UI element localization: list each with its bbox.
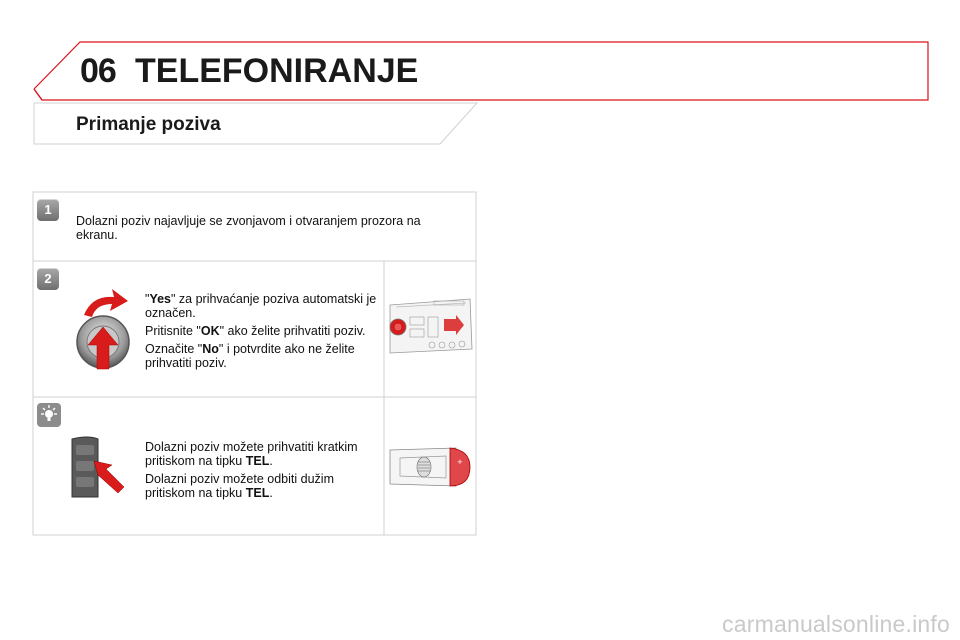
step-2-line-1: [145, 292, 377, 320]
text-run: ": [145, 292, 150, 306]
step-2-text: [145, 292, 377, 374]
text-run: .: [269, 454, 273, 468]
text-run: " i potvrdite ako ne želite prihvatiti poziv.: [145, 342, 355, 370]
watermark: carmanualsonline.info: [722, 611, 950, 637]
tel-keyword: TEL: [245, 454, 270, 468]
step-3-line-1: [145, 440, 377, 468]
yes-keyword: Yes: [149, 292, 171, 306]
steering-control-press-icon: [68, 435, 130, 499]
no-keyword: No: [202, 342, 219, 356]
chapter-number: 06: [80, 52, 116, 90]
step-3-text: [145, 440, 377, 504]
section-title: Primanje poziva: [76, 114, 221, 135]
step-1-badge: 1: [37, 199, 59, 221]
ok-keyword: OK: [200, 324, 220, 338]
tel-keyword: TEL: [245, 486, 270, 500]
text-run: .: [269, 486, 273, 500]
step-2-badge: 2: [37, 268, 59, 290]
svg-text:+: +: [457, 458, 463, 466]
text-run: " ako želite prihvatiti poziv.: [219, 324, 366, 338]
text-run: " za prihvaćanje poziva automatski je označen.: [145, 292, 377, 320]
step-2-line-3: [145, 342, 377, 370]
steering-stalk-illustration: [386, 440, 474, 494]
text-run: Označite ": [145, 342, 203, 356]
step-3-line-2: [145, 472, 377, 500]
radio-console-illustration: [386, 295, 474, 355]
chapter-title: TELEFONIRANJE: [135, 52, 419, 90]
text-run: Dolazni poziv možete prihvatiti kratkim pritiskom na tipku: [145, 440, 358, 468]
rotary-knob-press-icon: [70, 285, 140, 375]
text-run: Dolazni poziv možete odbiti dužim pritiskom na tipku: [145, 472, 334, 500]
step-2-line-2: [145, 324, 377, 338]
step-1-text: Dolazni poziv najavljuje se zvonjavom i otvaranjem prozora na ekranu.: [76, 214, 421, 242]
text-run: Pritisnite ": [145, 324, 201, 338]
lightbulb-icon: [37, 403, 61, 427]
